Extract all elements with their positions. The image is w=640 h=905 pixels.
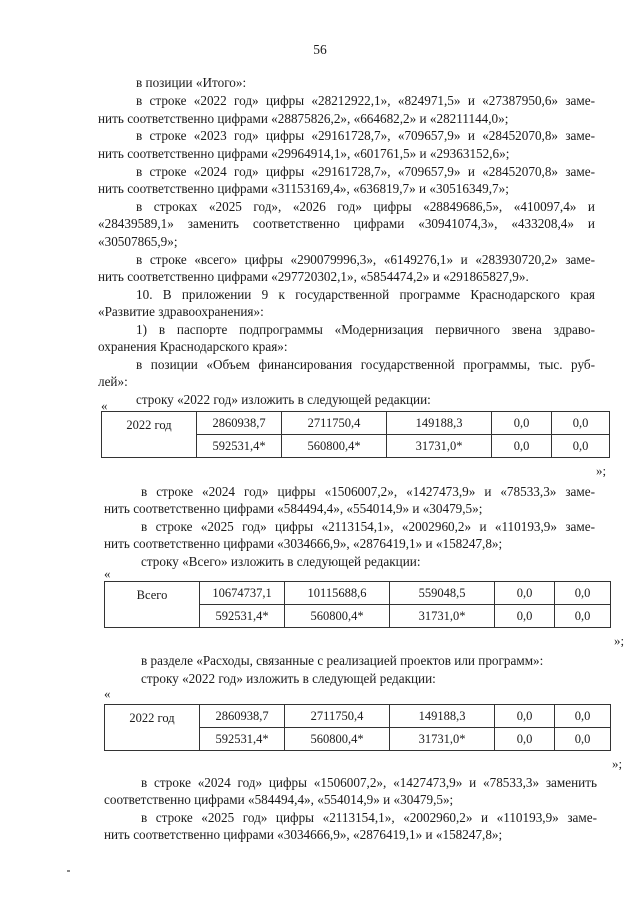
table-cell: 592531,4* [200,605,285,628]
table-cell: 31731,0* [390,728,495,751]
close-quote: »; [614,633,625,648]
table-cell: 560800,4* [282,435,387,458]
table-cell: 592531,4* [197,435,282,458]
scan-speck [67,870,70,872]
year-cell: 2022 год [105,705,200,751]
table-cell: 2860938,7 [200,705,285,728]
text-line: 10. В приложении 9 к государственной программе Краснодарского края [136,287,595,302]
text-line: нить соответственно цифрами «297720302,1», «5854474,2» и «291865827,9». [98,269,529,284]
year-cell: Всего [105,582,200,628]
text-line: охранения Краснодарского края»: [98,339,288,354]
table-cell: 0,0 [492,435,552,458]
table-cell: 2711750,4 [285,705,390,728]
open-quote: « [101,398,108,413]
text-line: соответственно цифрами «584494,4», «554014,9» и «30479,5»; [104,792,454,807]
table-cell: 2711750,4 [282,412,387,435]
table-cell: 0,0 [552,412,610,435]
text-line: нить соответственно цифрами «28875826,2», «664682,2» и «28211144,0»; [98,111,509,126]
table-cell: 0,0 [555,605,611,628]
financing-table-total [104,581,611,628]
text-line: в строке «всего» цифры «290079996,3», «6149276,1» и «283930720,2» заме- [136,252,595,267]
close-quote: »; [612,756,623,771]
table-cell: 0,0 [495,705,555,728]
text-line: в строке «2024 год» цифры «29161728,7», «709657,9» и «28452070,8» заме- [136,164,595,179]
text-line: в разделе «Расходы, связанные с реализацией проектов или программ»: [141,653,544,668]
text-line: в позиции «Итого»: [136,75,247,90]
table-cell: 0,0 [555,705,611,728]
text-line: нить соответственно цифрами «3034666,9», «2876419,1» и «158247,8»; [104,536,503,551]
text-line: в строке «2024 год» цифры «1506007,2», «1427473,9» и «78533,3» заменить [141,775,597,790]
table-cell: 0,0 [495,582,555,605]
financing-table-2022 [101,411,610,458]
text-line: «28439589,1» заменить соответственно цифрами «30941074,3», «433208,4» и [98,216,595,231]
table-cell: 0,0 [492,412,552,435]
open-quote: « [104,686,111,701]
table-cell: 149188,3 [387,412,492,435]
text-line: в строке «2025 год» цифры «2113154,1», «2002960,2» и «110193,9» заме- [141,519,595,534]
close-quote: »; [596,463,607,478]
table-cell: 31731,0* [390,605,495,628]
text-line: в строке «2022 год» цифры «28212922,1», «824971,5» и «27387950,6» заме- [136,93,595,108]
table-cell: 0,0 [495,728,555,751]
table-cell: 559048,5 [390,582,495,605]
text-line: 1) в паспорте подпрограммы «Модернизация первичного звена здраво- [136,322,595,337]
open-quote: « [104,566,111,581]
table-cell: 31731,0* [387,435,492,458]
year-cell: 2022 год [102,412,197,458]
text-line: «Развитие здравоохранения»: [98,304,264,319]
table-cell: 10115688,6 [285,582,390,605]
text-line: в строках «2025 год», «2026 год» цифры «28849686,5», «410097,4» и [136,199,595,214]
table-cell: 0,0 [555,582,611,605]
text-line: лей»: [98,374,128,389]
table-cell: 0,0 [552,435,610,458]
table-cell: 2860938,7 [197,412,282,435]
text-line: нить соответственно цифрами «29964914,1», «601761,5» и «29363152,6»; [98,146,510,161]
text-line: в строке «2025 год» цифры «2113154,1», «2002960,2» и «110193,9» заме- [141,810,597,825]
table-row [105,582,611,605]
table-cell: 149188,3 [390,705,495,728]
text-line: в строке «2024 год» цифры «1506007,2», «1427473,9» и «78533,3» заме- [141,484,595,499]
table-cell: 10674737,1 [200,582,285,605]
text-line: строку «2022 год» изложить в следующей редакции: [141,671,436,686]
text-line: нить соответственно цифрами «31153169,4», «636819,7» и «30516349,7»; [98,181,509,196]
table-cell: 560800,4* [285,728,390,751]
text-line: нить соответственно цифрами «3034666,9», «2876419,1» и «158247,8»; [104,827,503,842]
table-cell: 0,0 [555,728,611,751]
text-line: строку «Всего» изложить в следующей редакции: [141,554,421,569]
table-cell: 592531,4* [200,728,285,751]
expenses-table-2022 [104,704,611,751]
text-line: нить соответственно цифрами «584494,4», «554014,9» и «30479,5»; [104,501,483,516]
text-line: в позиции «Объем финансирования государственной программы, тыс. руб- [136,357,595,372]
table-cell: 0,0 [495,605,555,628]
table-row [105,705,611,728]
table-row [102,412,610,435]
text-line: в строке «2023 год» цифры «29161728,7», «709657,9» и «28452070,8» заме- [136,128,595,143]
table-cell: 560800,4* [285,605,390,628]
text-line: «30507865,9»; [98,234,178,249]
page-number: 56 [313,42,327,57]
text-line: строку «2022 год» изложить в следующей редакции: [136,392,431,407]
